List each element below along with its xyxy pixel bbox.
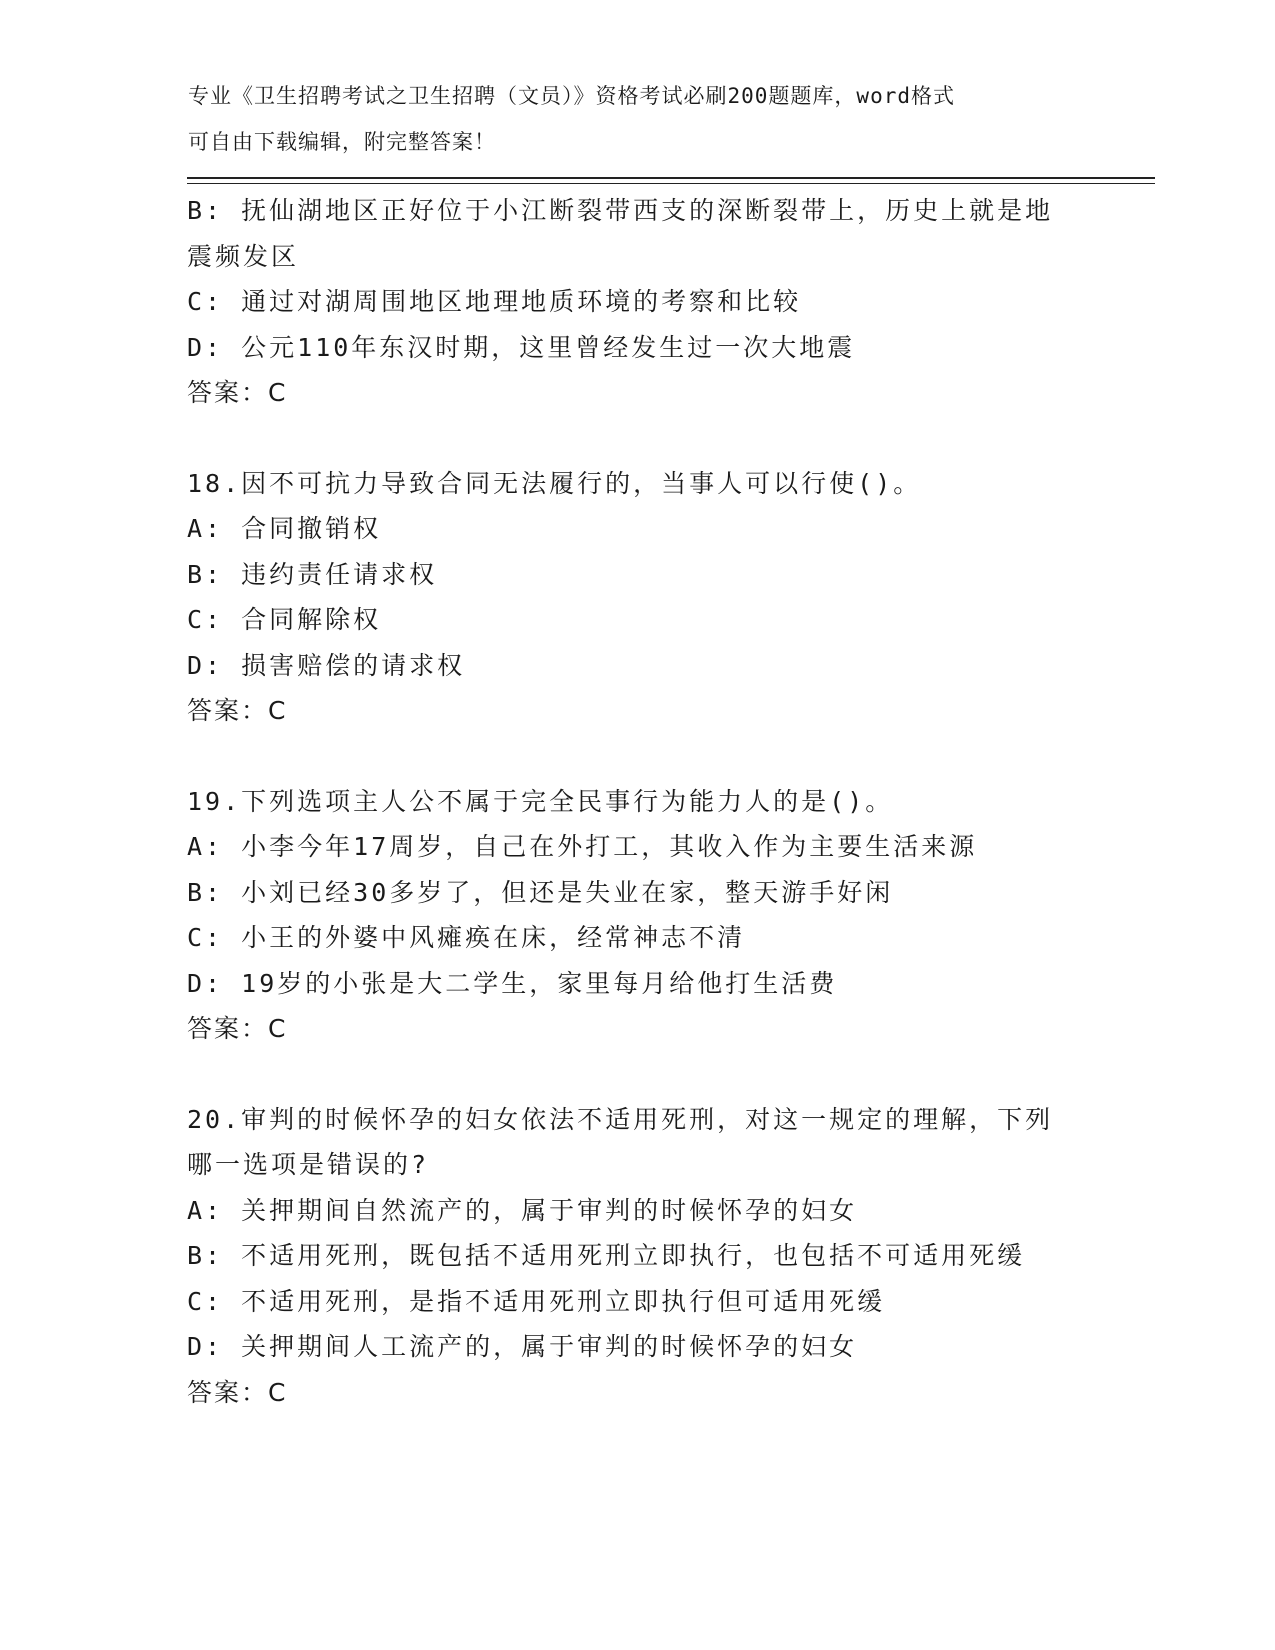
option-c: C: 通过对湖周围地区地理地质环境的考察和比较: [187, 287, 802, 316]
header-line-2: 可自由下载编辑，附完整答案！: [188, 129, 496, 154]
document-header: [188, 74, 1088, 165]
answer-text: 答案：C: [187, 1377, 288, 1407]
option-a: A: 合同撤销权: [187, 514, 382, 543]
option-c: C: 小王的外婆中风瘫痪在床，经常神志不清: [187, 923, 746, 952]
option-d: D: 关押期间人工流产的，属于审判的时候怀孕的妇女: [187, 1332, 858, 1361]
header-line-1: 专业《卫生招聘考试之卫生招聘（文员）》资格考试必刷200题题库，word格式: [188, 84, 955, 108]
question-spacer: [187, 734, 1087, 779]
option-b-continued: 震频发区: [187, 241, 300, 271]
option-d: D: 公元110年东汉时期，这里曾经发生过一次大地震: [187, 332, 856, 362]
question-stem-continued: 哪一选项是错误的?: [187, 1150, 430, 1179]
option-c: C: 合同解除权: [187, 605, 382, 634]
answer-text: 答案：C: [187, 1014, 288, 1043]
answer-text: 答案：C: [187, 696, 288, 725]
option-d: D: 损害赔偿的请求权: [187, 650, 466, 680]
option-d: D: 19岁的小张是大二学生，家里每月给他打生活费: [187, 968, 838, 998]
question-spacer: [187, 416, 1087, 461]
option-b: B: 不适用死刑，既包括不适用死刑立即执行，也包括不可适用死缓: [187, 1241, 1026, 1270]
question-stem: 18.因不可抗力导致合同无法履行的，当事人可以行使()。: [187, 468, 922, 498]
option-b: B: 违约责任请求权: [187, 559, 438, 589]
document-body: [187, 188, 1087, 1415]
header-divider-thick: [187, 177, 1155, 179]
question-17-continued: [187, 188, 1087, 416]
option-b: B: 小刘已经30多岁了，但还是失业在家，整天游手好闲: [187, 877, 894, 907]
option-a: A: 小李今年17周岁，自己在外打工，其收入作为主要生活来源: [187, 832, 978, 861]
question-19: [187, 779, 1087, 1052]
answer-text: 答案：C: [187, 378, 288, 407]
question-stem: 20.审判的时候怀孕的妇女依法不适用死刑，对这一规定的理解，下列: [187, 1104, 1054, 1134]
header-divider-thin: [187, 183, 1155, 184]
question-20: [187, 1097, 1087, 1416]
option-b: B: 抚仙湖地区正好位于小江断裂带西支的深断裂带上，历史上就是地: [187, 196, 1054, 225]
option-a: A: 关押期间自然流产的，属于审判的时候怀孕的妇女: [187, 1195, 858, 1225]
option-c: C: 不适用死刑，是指不适用死刑立即执行但可适用死缓: [187, 1286, 886, 1316]
question-stem: 19.下列选项主人公不属于完全民事行为能力人的是()。: [187, 786, 894, 816]
question-spacer: [187, 1052, 1087, 1097]
question-18: [187, 461, 1087, 734]
